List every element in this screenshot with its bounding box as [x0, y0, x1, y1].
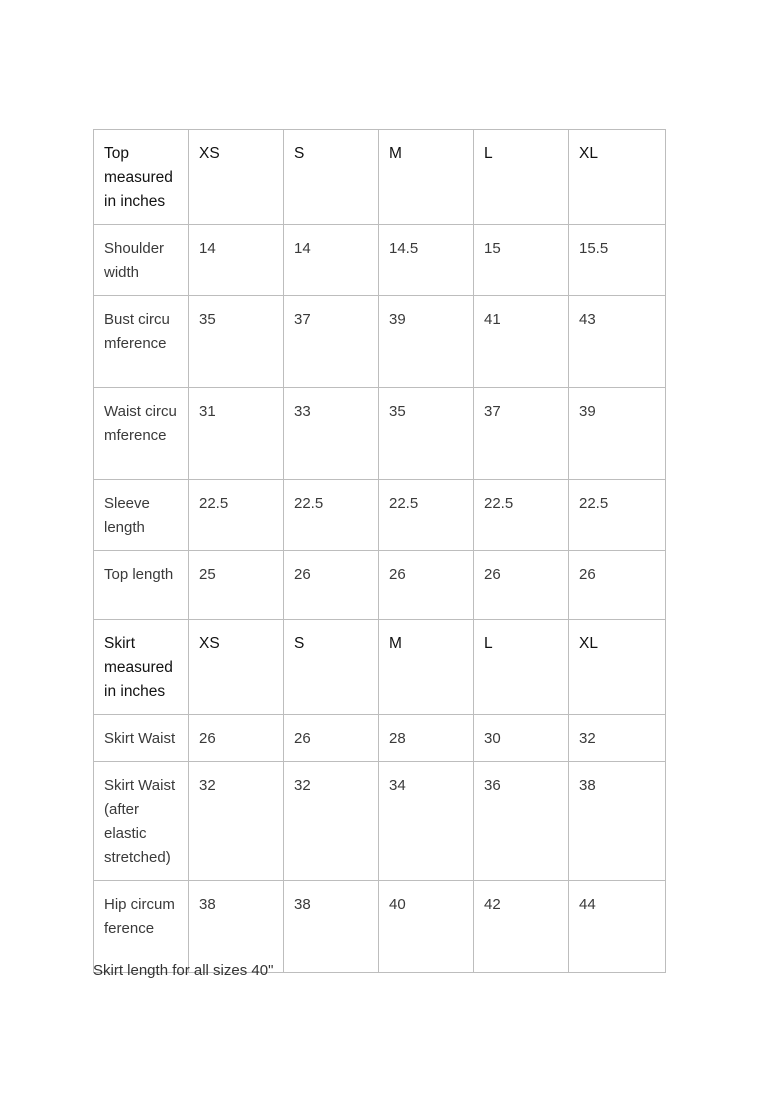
- row-label: Skirt Waist: [94, 715, 189, 762]
- table-row: [94, 762, 666, 881]
- table-cell: 26: [189, 715, 284, 762]
- row-label: Shoulder width: [94, 225, 189, 296]
- table-cell: 22.5: [474, 480, 569, 551]
- row-label: Bust circumference: [94, 296, 189, 388]
- size-header-xl: XL: [569, 620, 666, 715]
- skirt-header-label: Skirt measured in inches: [94, 620, 189, 715]
- table-cell: 14.5: [379, 225, 474, 296]
- table-cell: 22.5: [569, 480, 666, 551]
- table-cell: 22.5: [189, 480, 284, 551]
- table-cell: 38: [569, 762, 666, 881]
- table-cell: 36: [474, 762, 569, 881]
- table-row: [94, 551, 666, 620]
- table-cell: 33: [284, 388, 379, 480]
- top-header-row: [94, 130, 666, 225]
- table-cell: 34: [379, 762, 474, 881]
- table-row: [94, 388, 666, 480]
- table-cell: 31: [189, 388, 284, 480]
- row-label: Top length: [94, 551, 189, 620]
- table-cell: 26: [379, 551, 474, 620]
- row-label: Sleeve length: [94, 480, 189, 551]
- row-label: Waist circumference: [94, 388, 189, 480]
- skirt-length-note: Skirt length for all sizes 40": [93, 962, 274, 979]
- table-cell: 40: [379, 881, 474, 973]
- table-cell: 32: [189, 762, 284, 881]
- size-header-m: M: [379, 620, 474, 715]
- size-header-xs: XS: [189, 130, 284, 225]
- table-cell: 26: [284, 715, 379, 762]
- table-cell: 15.5: [569, 225, 666, 296]
- size-header-m: M: [379, 130, 474, 225]
- table-cell: 37: [284, 296, 379, 388]
- table-cell: 26: [474, 551, 569, 620]
- table-cell: 38: [189, 881, 284, 973]
- table-cell: 14: [189, 225, 284, 296]
- table-cell: 41: [474, 296, 569, 388]
- table-cell: 38: [284, 881, 379, 973]
- table-cell: 42: [474, 881, 569, 973]
- table-row: [94, 296, 666, 388]
- table-cell: 44: [569, 881, 666, 973]
- size-header-xl: XL: [569, 130, 666, 225]
- size-chart-table: [93, 129, 666, 973]
- table-cell: 22.5: [379, 480, 474, 551]
- skirt-header-row: [94, 620, 666, 715]
- table-row: [94, 225, 666, 296]
- table-cell: 28: [379, 715, 474, 762]
- row-label: Hip circumference: [94, 881, 189, 973]
- size-header-s: S: [284, 130, 379, 225]
- size-header-l: L: [474, 130, 569, 225]
- size-header-xs: XS: [189, 620, 284, 715]
- table-cell: 39: [569, 388, 666, 480]
- table-cell: 26: [569, 551, 666, 620]
- table-cell: 35: [189, 296, 284, 388]
- table-row: [94, 715, 666, 762]
- table-cell: 22.5: [284, 480, 379, 551]
- table-cell: 37: [474, 388, 569, 480]
- row-label: Skirt Waist (after elastic stretched): [94, 762, 189, 881]
- table-cell: 26: [284, 551, 379, 620]
- table-cell: 43: [569, 296, 666, 388]
- table-cell: 32: [569, 715, 666, 762]
- table-cell: 25: [189, 551, 284, 620]
- table-cell: 32: [284, 762, 379, 881]
- top-header-label: Top measured in inches: [94, 130, 189, 225]
- size-header-l: L: [474, 620, 569, 715]
- table-cell: 14: [284, 225, 379, 296]
- table-row: [94, 480, 666, 551]
- table-cell: 35: [379, 388, 474, 480]
- size-header-s: S: [284, 620, 379, 715]
- table-cell: 39: [379, 296, 474, 388]
- table-cell: 30: [474, 715, 569, 762]
- table-row: [94, 881, 666, 973]
- table-cell: 15: [474, 225, 569, 296]
